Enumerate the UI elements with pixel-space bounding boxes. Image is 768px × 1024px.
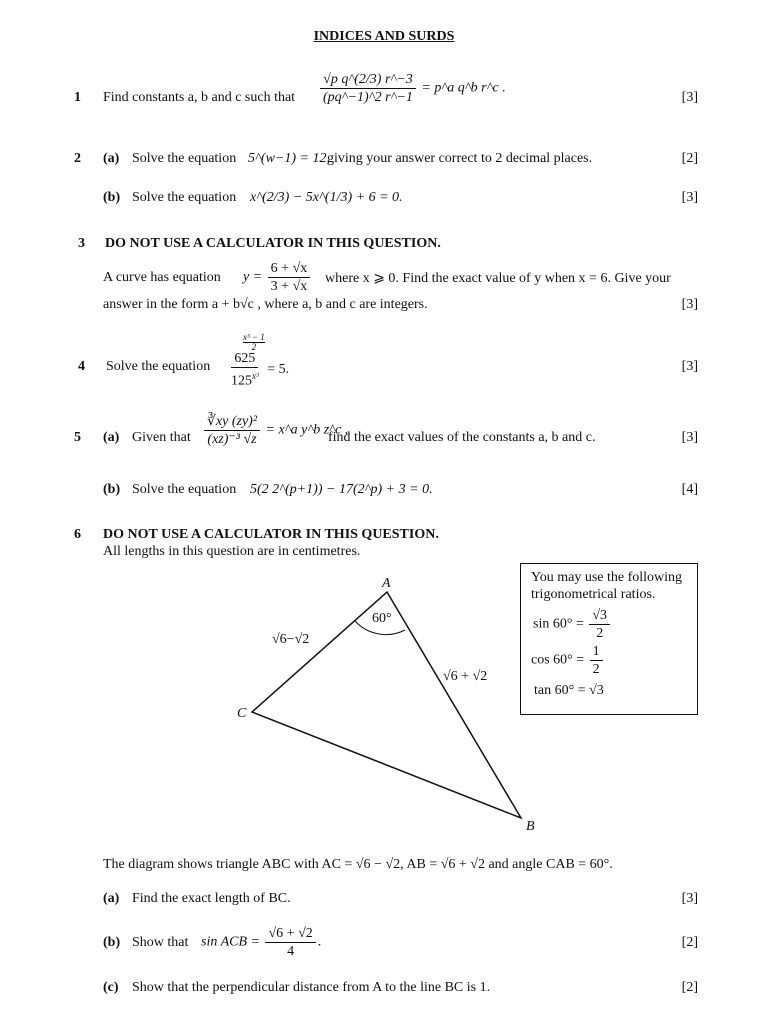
q2b-mark: [3] xyxy=(681,190,698,205)
q5b-mark: [4] xyxy=(681,482,698,497)
q5b-label: (b) xyxy=(103,482,121,497)
question-number-4: 4 xyxy=(78,359,85,374)
q6b-label: (b) xyxy=(103,935,121,950)
q1-lhs-numerator: √p q^(2/3) r^−3 xyxy=(320,72,416,89)
side-ac-label: √6−√2 xyxy=(272,632,310,647)
q4-rhs: = 5. xyxy=(267,362,290,378)
question-number-1: 1 xyxy=(74,90,81,105)
q5a-mark: [3] xyxy=(681,430,698,445)
q2a-tail: giving your answer correct to 2 decimal places. xyxy=(327,151,593,166)
q3-equation: y = $\frac{6 + √x}{3 + √x}$ xyxy=(243,261,312,294)
vertex-c-label: C xyxy=(237,706,247,721)
q6c-text: Show that the perpendicular distance from A to the line BC is 1. xyxy=(132,980,491,995)
q5a-rhs: = x^a y^b z^c , xyxy=(265,422,349,438)
box-line1: You may use the following xyxy=(531,570,683,585)
q4-denominator: $125^{x^3}$ xyxy=(231,371,259,389)
q5a-text: Given that xyxy=(132,430,191,445)
q2a-label: (a) xyxy=(103,151,120,166)
q5b-equation: 5(2 2^(p+1)) − 17(2^p) + 3 = 0. xyxy=(250,482,433,497)
q5b-text: Solve the equation xyxy=(132,482,237,497)
q1-rhs: = p^a q^b r^c . xyxy=(421,80,506,96)
q6-heading: DO NOT USE A CALCULATOR IN THIS QUESTION. xyxy=(103,527,439,542)
q2a-text: Solve the equation xyxy=(132,151,237,166)
trig-ratios-box xyxy=(520,563,698,715)
q6-statement: The diagram shows triangle ABC with AC = √6 − √2, AB = √6 + √2 and angle CAB = 60°. xyxy=(103,857,613,872)
question-number-2: 2 xyxy=(74,151,81,166)
q2b-equation: x^(2/3) − 5x^(1/3) + 6 = 0. xyxy=(250,190,403,205)
q6c-mark: [2] xyxy=(681,980,698,995)
vertex-a-label: A xyxy=(382,576,391,591)
q6a-label: (a) xyxy=(103,891,120,906)
box-line2: trigonometrical ratios. xyxy=(531,587,656,602)
q3-line2: answer in the form a + b√c , where a, b and c are integers. xyxy=(103,297,428,312)
question-number-6: 6 xyxy=(74,527,81,542)
q6a-mark: [3] xyxy=(681,891,698,906)
q5a-numerator: ∛xy (zy)² xyxy=(204,414,260,431)
q5a-label: (a) xyxy=(103,430,120,445)
q2b-text: Solve the equation xyxy=(132,190,237,205)
question-number-3: 3 xyxy=(78,236,85,251)
q5a-tail: find the exact values of the constants a, b and c. xyxy=(328,430,596,445)
q6a-text: Find the exact length of BC. xyxy=(132,891,291,906)
q6b-text: Show that xyxy=(132,935,189,950)
q6b-mark: [2] xyxy=(681,935,698,950)
vertex-b-label: B xyxy=(526,819,535,834)
q3-line1-end: where x ⩾ 0. Find the exact value of y when x = 6. Give your xyxy=(325,271,671,286)
q3-eq-denominator: 3 + √x xyxy=(270,279,308,294)
q4-text: Solve the equation xyxy=(106,359,211,374)
q6b-expression: sin ACB = $\frac{√6 + √2}{4}$ . xyxy=(201,926,322,959)
q4-mark: [3] xyxy=(681,359,698,374)
sin-ratio: sin 60° = $\frac{√3}{2}$ xyxy=(533,608,612,641)
q3-line1-start: A curve has equation xyxy=(103,270,221,285)
q1-mark: [3] xyxy=(681,90,698,105)
q4-exponent: x³ − 1 2 xyxy=(243,332,265,352)
q2b-label: (b) xyxy=(103,190,121,205)
q3-heading: DO NOT USE A CALCULATOR IN THIS QUESTION. xyxy=(105,236,441,251)
cos-ratio: cos 60° = $\frac{1}{2}$ xyxy=(531,644,605,677)
angle-label: 60° xyxy=(372,611,392,626)
q3-mark: [3] xyxy=(681,297,698,312)
q6c-label: (c) xyxy=(103,980,119,995)
q1-lhs-denominator: (pq^−1)^2 r^−1 xyxy=(323,90,413,105)
q2a-mark: [2] xyxy=(681,151,698,166)
tan-ratio: tan 60° = √3 xyxy=(534,683,604,698)
q5a-denominator: (xz)⁻³ √z xyxy=(207,432,257,447)
page-title: INDICES AND SURDS xyxy=(313,29,455,44)
side-ab-label: √6 + √2 xyxy=(443,669,488,684)
q1-text: Find constants a, b and c such that xyxy=(103,90,296,105)
q2a-equation: 5^(w−1) = 12, xyxy=(248,151,330,166)
question-number-5: 5 xyxy=(74,430,81,445)
q3-eq-numerator: 6 + √x xyxy=(268,261,311,278)
q4-numerator: 625 xyxy=(231,351,258,368)
q6-subheading: All lengths in this question are in centimetres. xyxy=(103,544,361,559)
